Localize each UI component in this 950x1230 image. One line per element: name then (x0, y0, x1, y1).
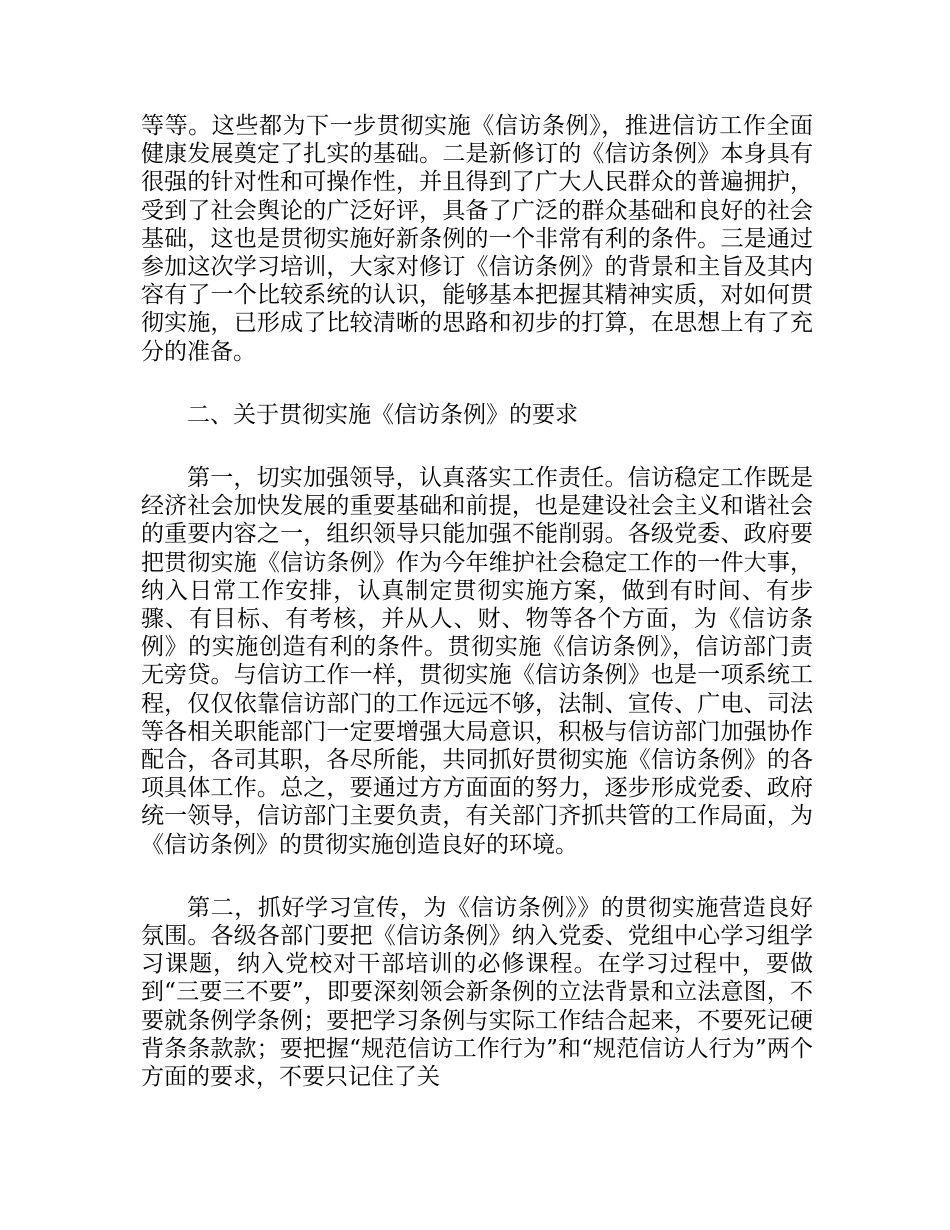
paragraph-first: 第一，切实加强领导，认真落实工作责任。信访稳定工作既是经济社会加快发展的重要基础和前提，也是建设社会主义和谐社会的重要内容之一，组织领导只能加强不能削弱。各级党委、政府要把贯彻实施《信访条例》作为今年维护社会稳定工作的一件大事，纳入日常工作安排，认真制定贯彻实施方案，做到有时间、有步骤、有目标、有考核，并从人、财、物等各个方面，为《信访条例》的实施创造有利的条件。贯彻实施《信访条例》，信访部门责无旁贷。与信访工作一样，贯彻实施《信访条例》也是一项系统工程，仅仅依靠信访部门的工作远远不够，法制、宣传、广电、司法等各相关职能部门一定要增强大局意识，积极与信访部门加强协作配合，各司其职，各尽所能，共同抓好贯彻实施《信访条例》的各项具体工作。总之，要通过方方面面的努力，逐步形成党委、政府统一领导，信访部门主要负责，有关部门齐抓共管的工作局面，为《信访条例》的贯彻实施创造良好的环境。 (141, 465, 813, 858)
paragraph-gap (141, 366, 813, 401)
document-body (141, 112, 813, 1091)
paragraph-gap (141, 429, 813, 464)
paragraph-second: 第二，抓好学习宣传，为《信访条例》》的贯彻实施营造良好氛围。各级各部门要把《信访条例》纳入党委、党组中心学习组学习课题，纳入党校对干部培训的必修课程。在学习过程中，要做到“三要三不要”，即要深刻领会新条例的立法背景和立法意图，不要就条例学条例；要把学习条例与实际工作结合起来，不要死记硬背条条款款；要把握“规范信访工作行为”和“规范信访人行为”两个方面的要求，不要只记住了关 (141, 894, 813, 1091)
section-heading: 二、关于贯彻实施《信访条例》的要求 (187, 401, 578, 428)
paragraph-gap (141, 859, 813, 894)
paragraph-continuation: 等等。这些都为下一步贯彻实施《信访条例》，推进信访工作全面健康发展奠定了扎实的基础。二是新修订的《信访条例》本身具有很强的针对性和可操作性，并且得到了广大人民群众的普遍拥护，受到了社会舆论的广泛好评，具备了广泛的群众基础和良好的社会基础，这也是贯彻实施好新条例的一个非常有利的条件。三是通过参加这次学习培训，大家对修订《信访条例》的背景和主旨及其内容有了一个比较系统的认识，能够基本把握其精神实质，对如何贯彻实施，已形成了比较清晰的思路和初步的打算，在思想上有了充分的准备。 (141, 113, 813, 365)
